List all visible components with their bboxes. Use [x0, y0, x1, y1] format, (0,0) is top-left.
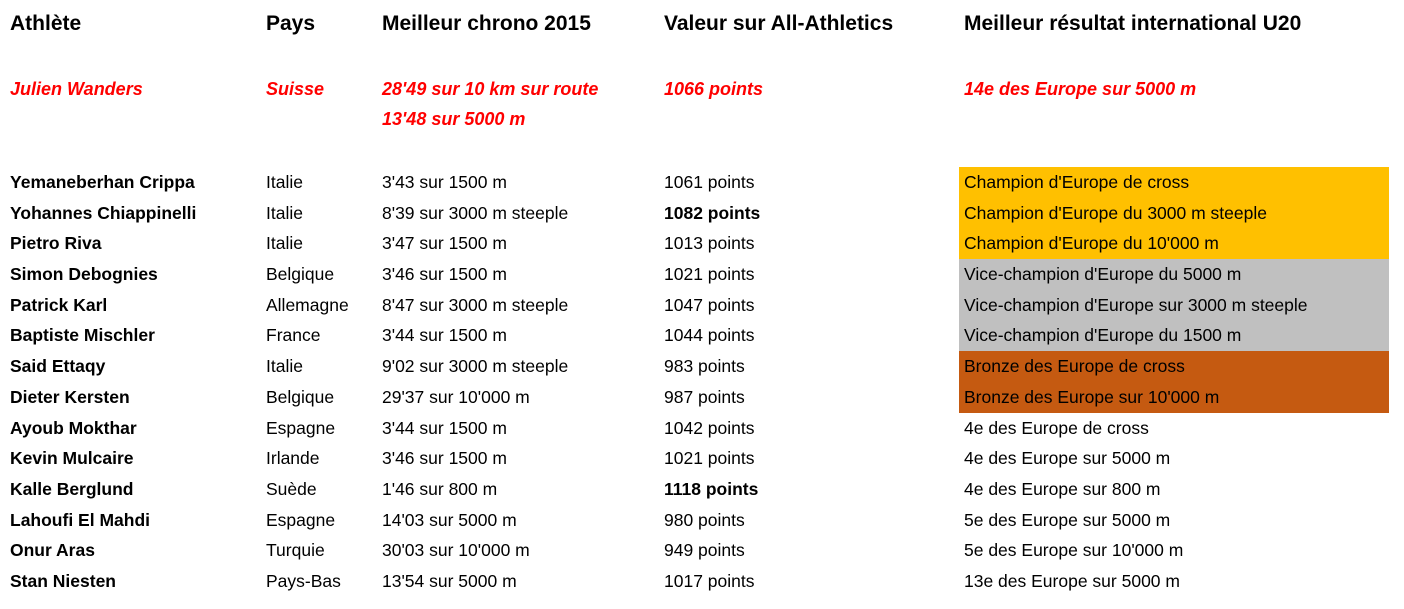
athlete-best-result: 4e des Europe de cross [964, 417, 1149, 438]
athlete-best-time: 3'46 sur 1500 m [382, 448, 507, 469]
featured-time-1: 28'49 sur 10 km sur route [382, 79, 599, 99]
athlete-name: Ayoub Mokthar [10, 417, 137, 438]
athlete-best-result: Bronze des Europe sur 10'000 m [959, 382, 1389, 413]
athlete-best-time: 3'44 sur 1500 m [382, 325, 507, 346]
athlete-name: Yemaneberhan Crippa [10, 172, 195, 192]
athlete-points: 1044 points [664, 325, 755, 346]
header-best-time: Meilleur chrono 2015 [382, 12, 591, 35]
athlete-points: 1118 points [664, 478, 759, 499]
featured-name: Julien Wanders [10, 79, 143, 99]
athlete-country: Italie [266, 172, 303, 192]
athlete-best-result: Champion d'Europe du 3000 m steeple [959, 198, 1389, 229]
athlete-country: Italie [266, 202, 303, 223]
athlete-country: Allemagne [266, 294, 349, 315]
athlete-best-time: 8'39 sur 3000 m steeple [382, 202, 569, 223]
athlete-name: Kevin Mulcaire [10, 448, 134, 469]
athlete-country: Belgique [266, 264, 335, 285]
featured-times [382, 74, 598, 134]
table-row [0, 259, 1404, 290]
header-row [0, 9, 1404, 39]
athlete-name: Stan Niesten [10, 570, 116, 591]
athlete-points: 983 points [664, 356, 745, 377]
athlete-name: Lahoufi El Mahdi [10, 509, 150, 530]
table-row [0, 351, 1404, 382]
table-row [0, 566, 1404, 597]
table-row [0, 443, 1404, 474]
athlete-country: Italie [266, 233, 303, 254]
header-country: Pays [266, 12, 316, 35]
athlete-points: 1021 points [664, 448, 755, 469]
athlete-country: Italie [266, 356, 303, 377]
featured-result: 14e des Europe sur 5000 m [964, 79, 1197, 99]
athlete-best-result: Champion d'Europe du 10'000 m [959, 228, 1389, 259]
athlete-best-time: 13'54 sur 5000 m [382, 570, 517, 591]
athlete-country: France [266, 325, 321, 346]
athlete-rows [0, 167, 1404, 597]
athlete-points: 980 points [664, 509, 745, 530]
athlete-country: Belgique [266, 386, 335, 407]
athlete-name: Pietro Riva [10, 233, 102, 254]
athlete-points: 1021 points [664, 264, 755, 285]
athlete-country: Espagne [266, 509, 336, 530]
athlete-name: Kalle Berglund [10, 478, 134, 499]
athlete-points: 987 points [664, 386, 745, 407]
header-value: Valeur sur All-Athletics [664, 12, 894, 35]
athlete-best-result: 13e des Europe sur 5000 m [964, 570, 1180, 591]
athlete-best-time: 9'02 sur 3000 m steeple [382, 356, 569, 377]
table-row [0, 413, 1404, 444]
athlete-points: 1017 points [664, 570, 755, 591]
athlete-points: 1061 points [664, 172, 755, 192]
athlete-best-result: Champion d'Europe de cross [959, 167, 1389, 198]
athlete-best-result: 4e des Europe sur 800 m [964, 478, 1161, 499]
table-row [0, 474, 1404, 505]
featured-points: 1066 points [664, 79, 764, 99]
header-best-result: Meilleur résultat international U20 [964, 12, 1302, 35]
table-row [0, 198, 1404, 229]
athlete-best-time: 8'47 sur 3000 m steeple [382, 294, 569, 315]
athlete-name: Said Ettaqy [10, 356, 106, 377]
athlete-country: Suède [266, 478, 317, 499]
athlete-country: Espagne [266, 417, 336, 438]
athlete-points: 1082 points [664, 202, 761, 223]
athlete-name: Simon Debognies [10, 264, 158, 285]
table-row [0, 167, 1404, 198]
athlete-country: Turquie [266, 540, 325, 561]
athlete-best-result: 4e des Europe sur 5000 m [964, 448, 1171, 469]
featured-country: Suisse [266, 79, 325, 99]
athlete-best-time: 3'47 sur 1500 m [382, 233, 507, 254]
athlete-name: Onur Aras [10, 540, 95, 561]
table-row [0, 382, 1404, 413]
athlete-points: 1047 points [664, 294, 755, 315]
table-row [0, 505, 1404, 536]
athlete-name: Yohannes Chiappinelli [10, 202, 197, 223]
athlete-best-result: Vice-champion d'Europe sur 3000 m steeple [959, 290, 1389, 321]
athlete-best-time: 30'03 sur 10'000 m [382, 540, 530, 561]
table-row [0, 290, 1404, 321]
athlete-best-result: Vice-champion d'Europe du 5000 m [959, 259, 1389, 290]
athlete-best-time: 3'46 sur 1500 m [382, 264, 507, 285]
athlete-best-time: 1'46 sur 800 m [382, 478, 498, 499]
athlete-best-time: 29'37 sur 10'000 m [382, 386, 530, 407]
athlete-best-result: 5e des Europe sur 5000 m [964, 509, 1171, 530]
athlete-points: 1042 points [664, 417, 755, 438]
table-row [0, 535, 1404, 566]
athlete-name: Dieter Kersten [10, 386, 130, 407]
athlete-points: 1013 points [664, 233, 755, 254]
athlete-best-result: Bronze des Europe de cross [959, 351, 1389, 382]
header-athlete: Athlète [10, 12, 82, 35]
table-row [0, 320, 1404, 351]
athlete-best-result: Vice-champion d'Europe du 1500 m [959, 320, 1389, 351]
featured-athlete-row [0, 74, 1404, 136]
table-row [0, 228, 1404, 259]
athlete-points: 949 points [664, 540, 745, 561]
featured-time-2: 13'48 sur 5000 m [382, 109, 526, 129]
athlete-best-time: 14'03 sur 5000 m [382, 509, 517, 530]
athlete-name: Patrick Karl [10, 294, 108, 315]
athlete-country: Pays-Bas [266, 570, 341, 591]
athlete-best-time: 3'44 sur 1500 m [382, 417, 507, 438]
athlete-best-result: 5e des Europe sur 10'000 m [964, 540, 1184, 561]
athlete-country: Irlande [266, 448, 320, 469]
athlete-name: Baptiste Mischler [10, 325, 155, 346]
athlete-best-time: 3'43 sur 1500 m [382, 172, 507, 192]
